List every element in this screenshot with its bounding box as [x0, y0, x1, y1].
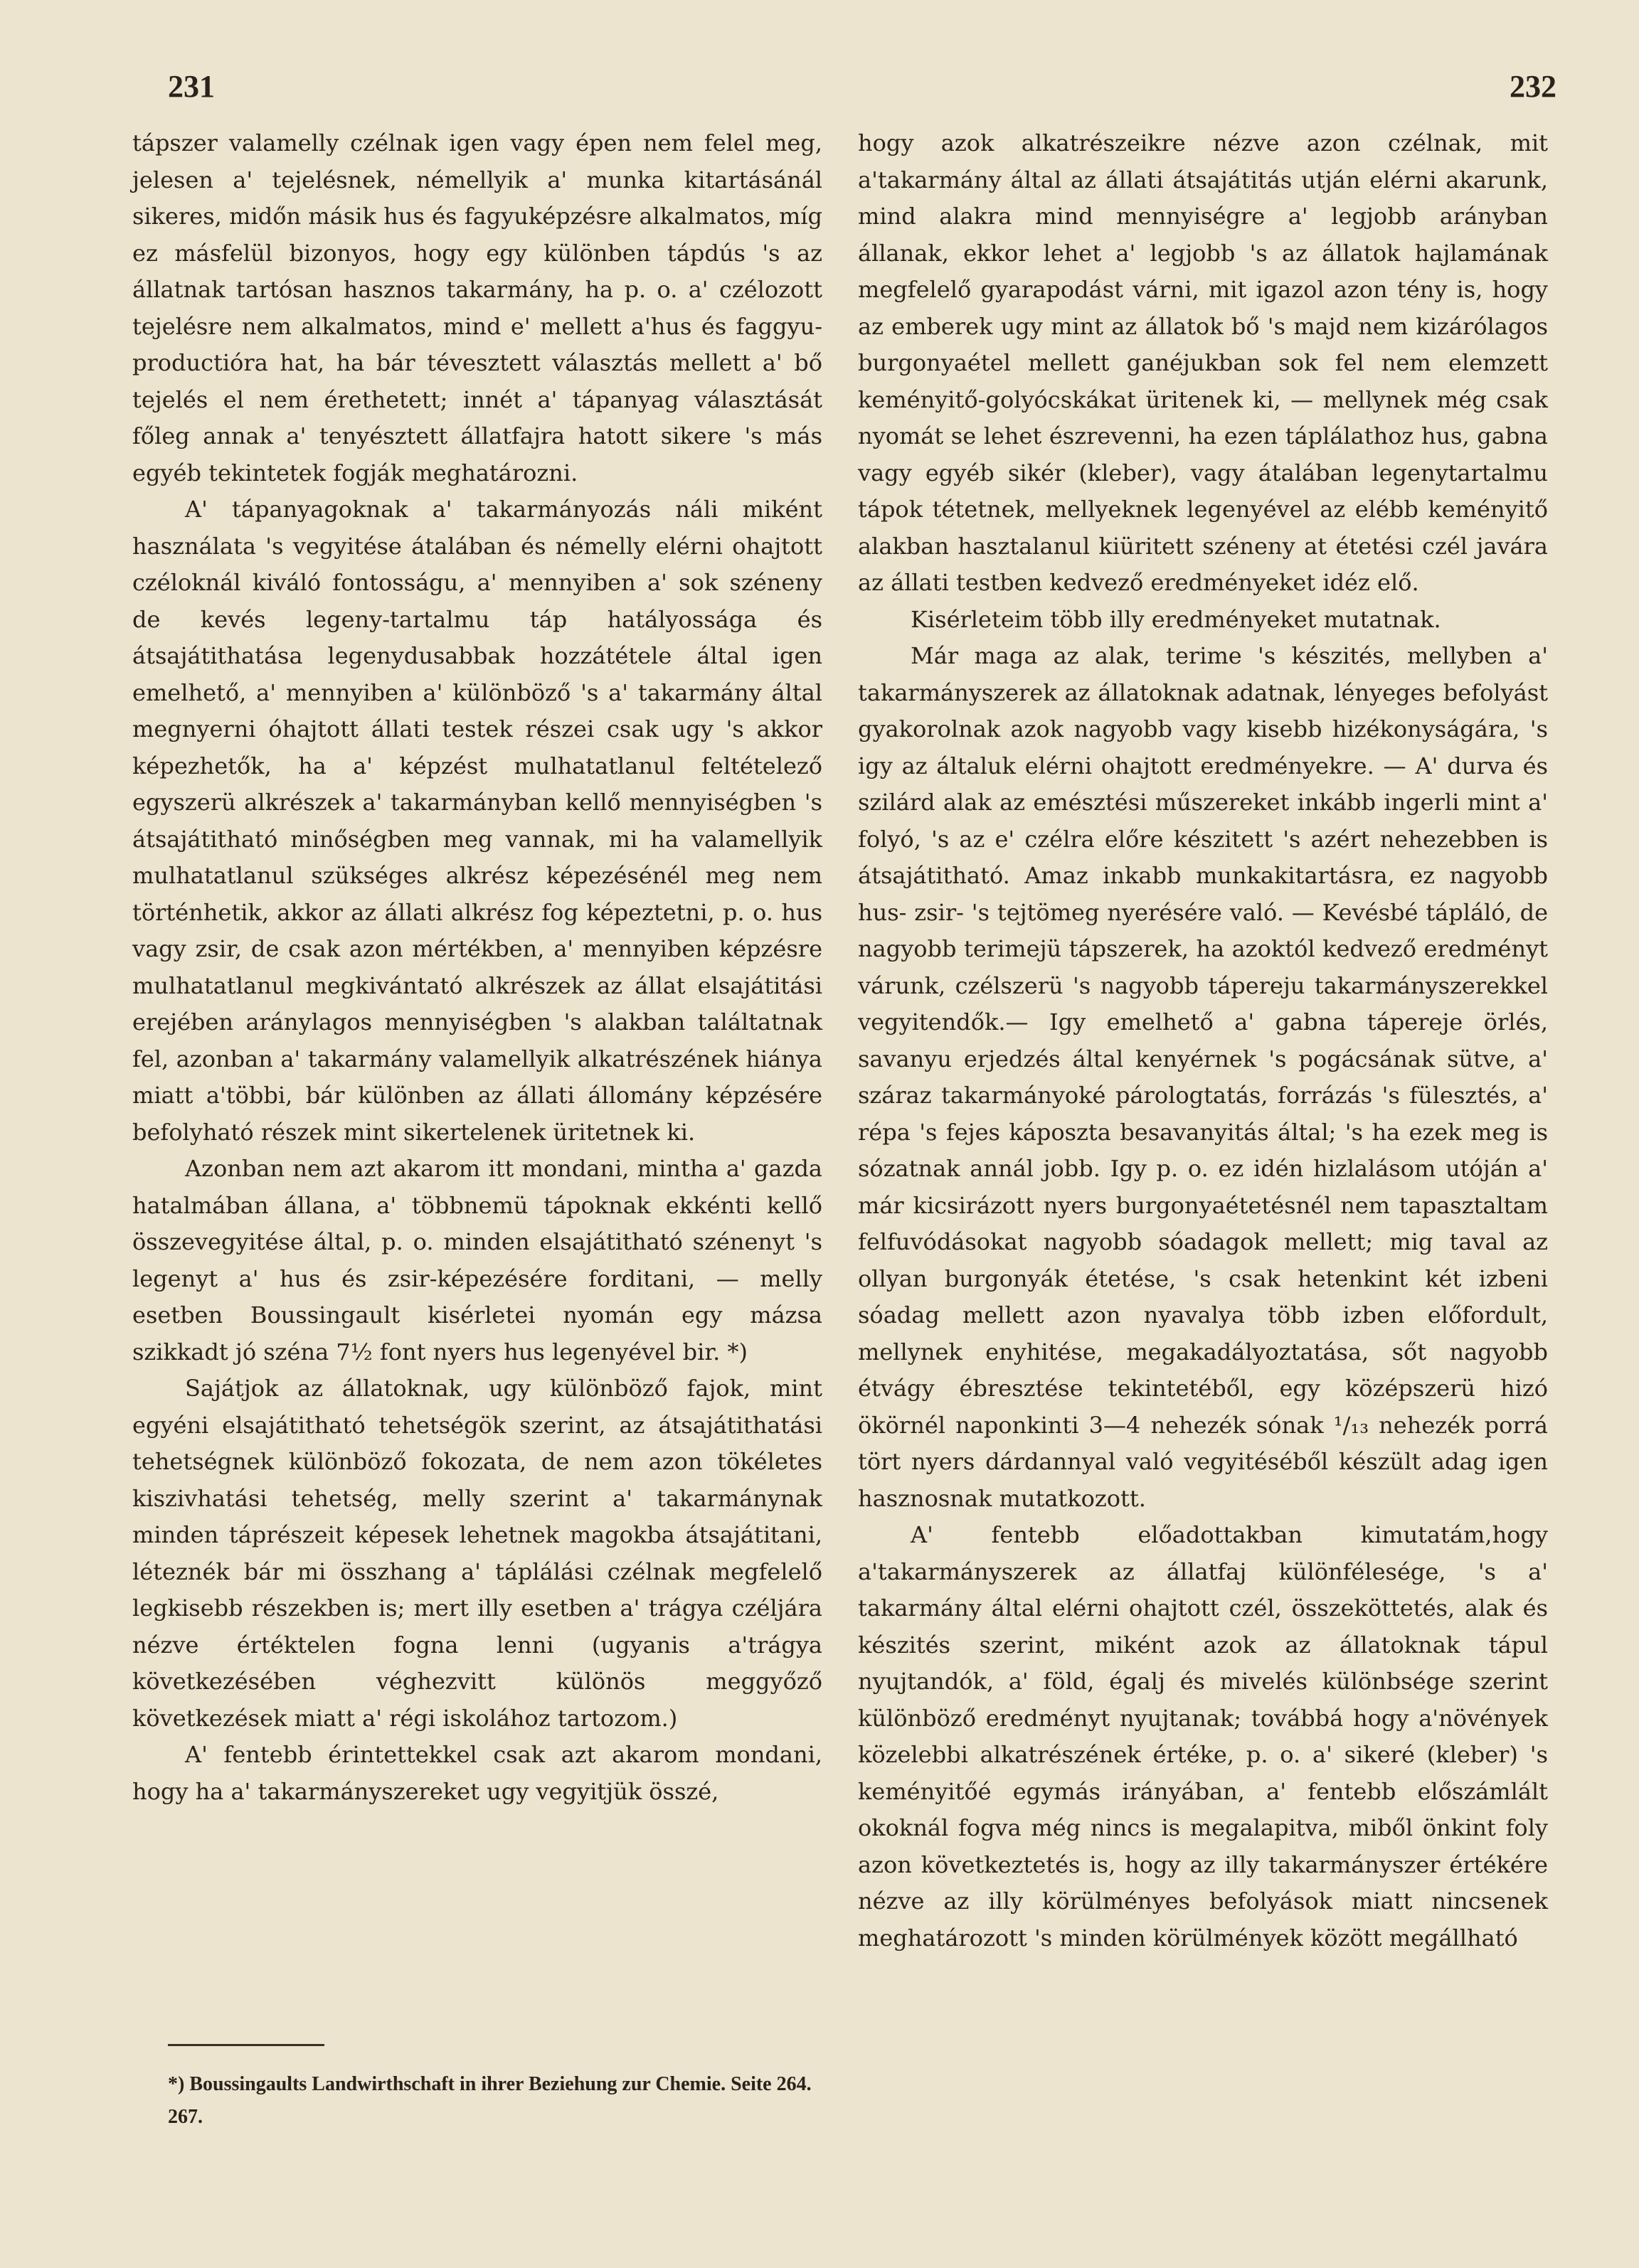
right-page-number: 232 — [1510, 69, 1556, 104]
paragraph: A' tápanyagoknak a' takarmányozás náli miként használata 's vegyitése átalában és némelly elérni ohajtott czéloknál kiváló fontosságu, a' mennyiben a' sok széneny de kevés legeny-tartalmu táp hatályossága és átsajátithatása legenydusabbak hozzátétele által igen emelhető, a' mennyiben a' különböző 's a' takarmány által megnyerni óhajtott állati testek részei csak ugy 's akkor képezhetők, ha a' képzést mulhatatlanul feltételező egyszerü alkrészek a' takarmányban kellő mennyiségben 's átsajátitható minőségben meg vannak, mi ha valamellyik mulhatatlanul szükséges alkrész képezésénél meg nem történhetik, akkor az állati alkrész fog képeztetni, p. o. hus vagy zsir, de csak azon mértékben, a' mennyiben képzésre mulhatatlanul megkivántató alkrészek az állat elsajátitási erejében aránylagos mennyiségben 's alakban találtatnak fel, azonban a' takarmány valamellyik alkatrészének hiánya miatt a'többi, bár különben az állati állomány képzésére befolyható részek mint sikertelenek üritetnek ki. — [132, 496, 822, 1146]
paragraph: Már maga az alak, terime 's készités, mellyben a' takarmányszerek az állatoknak adatnak, lényeges befolyást gyakorolnak azok nagyobb vagy kisebb hizékonyságára, 's igy az általuk elérni ohajtott eredményekre. — A' durva és szilárd alak az emésztési műszereket inkább ingerli mint a' folyó, 's az e' czélra előre készitett 's azért nehezebben is átsajátitható. Amaz inkabb munkakitartásra, ez nagyobb hus- zsir- 's tejtömeg nyerésére való. — Kevésbé tápláló, de nagyobb terimejü tápszerek, ha azoktól kedvező eredményt várunk, czélszerü 's nagyobb tápereju takarmányszerekkel vegyitendők.— Igy emelhető a' gabna tápereje örlés, savanyu erjedzés által kenyérnek 's pogácsának sütve, a' száraz takarmányoké párologtatás, forrázás 's fülesztés, a' répa 's fejes káposzta besavanyitás által; 's ha ezek meg is sózatnak annál jobb. Igy p. o. ez idén hizlalásom utóján a' már kicsirázott nyers burgonyaétetésnél nem tapasztaltam felfuvódásokat nagyobb sóadagok mellett; mig taval az ollyan burgonyák étetése, 's csak hetenkint két izbeni sóadag mellett azon nyavalya több izben előfordult, mellynek enyhitése, megakadályoztatása, sőt nagyobb étvágy ébresztése tekintetéből, egy középszerü hizó ökörnél naponkinti 3—4 nehezék sónak ¹/₁₃ nehezék porrá tört nyers dárdannyal való vegyitéséből készült adag igen hasznosnak mutatkozott. — [858, 642, 1548, 1512]
paragraph: tápszer valamelly czélnak igen vagy épen nem felel meg, jelesen a' tejelésnek, némellyik a' munka kitartásánál sikeres, midőn másik hus és fagyuképzésre alkalmatos, míg ez másfelül bizonyos, hogy egy különben tápdús 's az állatnak tartósan hasznos takarmány, ha p. o. a' czélozott tejelésre nem alkalmatos, mind e' mellett a'hus és faggyu-productióra hat, ha bár tévesztett választás mellett a' bő tejelés el nem érethetett; innét a' tápanyag választását főleg annak a' tenyésztett állatfajra hatott sikere 's más egyéb tekintetek fogják meghatározni. — [132, 129, 822, 486]
left-page-number: 231 — [168, 69, 215, 104]
paragraph: Azonban nem azt akarom itt mondani, mintha a' gazda hatalmában állana, a' többnemü tápoknak ekkénti kellő összevegyitése által, p. o. minden elsajátitható szénenyt 's legenyt a' hus és zsir-képezésére forditani, — melly esetben Boussingault kisérletei nyomán egy mázsa szikkadt jó széna 7½ font nyers hus legenyével bir. *) — [132, 1155, 822, 1365]
footnote-divider — [168, 2044, 324, 2046]
right-column — [858, 125, 1548, 1956]
paragraph: A' fentebb érintettekkel csak azt akarom mondani, hogy ha a' takarmányszereket ugy vegyitjük összé, — [132, 1741, 822, 1805]
footnote: *) Boussingaults Landwirthschaft in ihrer Beziehung zur Chemie. Seite 264. 267. — [168, 2073, 812, 2128]
paragraph: hogy azok alkatrészeikre nézve azon czélnak, mit a'takarmány által az állati átsajátitás utján elérni akarunk, mind alakra mind mennyiségre a' legjobb arányban állanak, ekkor lehet a' legjobb 's az állatok hajlamának megfelelő gyarapodást várni, mit igazol azon tény is, hogy az emberek ugy mint az állatok bő 's majd nem kizárólagos burgonyaétel mellett ganéjukban sok fel nem elemzett keményitő-golyócskákat üritenek ki, — mellynek még csak nyomát se lehet észrevenni, ha ezen táplálathoz hus, gabna vagy egyéb sikér (kleber), vagy átalában legenytartalmu tápok tétetnek, mellyeknek legenyével az elébb keményitő alakban hasztalanul kiüritett széneny at étetési czél javára az állati testben kedvező eredményeket idéz elő. — [858, 129, 1548, 596]
paragraph: Sajátjok az állatoknak, ugy különböző fajok, mint egyéni elsajátitható tehetségök szerint, az átsajátithatási tehetségnek különböző fokozata, de nem azon tökéletes kiszivhatási tehetség, melly szerint a' takarmánynak minden táprészeit képesek lehetnek magokba átsajátitani, léteznék bár mi összhang a' táplálási czélnak megfelelő legkisebb részekben is; mert illy esetben a' trágya czéljára nézve értéktelen fogna lenni (ugyanis a'trágya következésében véghezvitt különös meggyőző következések miatt a' régi iskolához tartozom.) — [132, 1375, 822, 1732]
paragraph: Kisérleteim több illy eredményeket mutatnak. — [911, 605, 1441, 633]
left-column — [132, 125, 822, 1810]
paragraph: A' fentebb előadottakban kimutatám,hogy a'takarmányszerek az állatfaj különfélesége, 's a' takarmány által elérni ohajtott czél, összeköttetés, alak és készités szerint, miként azok az állatoknak tápul nyujtandók, a' föld, égalj és mivelés különbsége szerint különböző eredményt nyujtanak; továbbá hogy a'növények közelebbi alkatrészének értéke, p. o. a' sikeré (kleber) 's keményitőé egymás irányában, a' fentebb előszámlált okoknál fogva még nincs is megalapitva, miből önkint foly azon következtetés is, hogy az illy takarmányszer értékére nézve az illy körülményes befolyások miatt nincsenek meghatározott 's minden körülmények között megállható — [858, 1521, 1548, 1952]
